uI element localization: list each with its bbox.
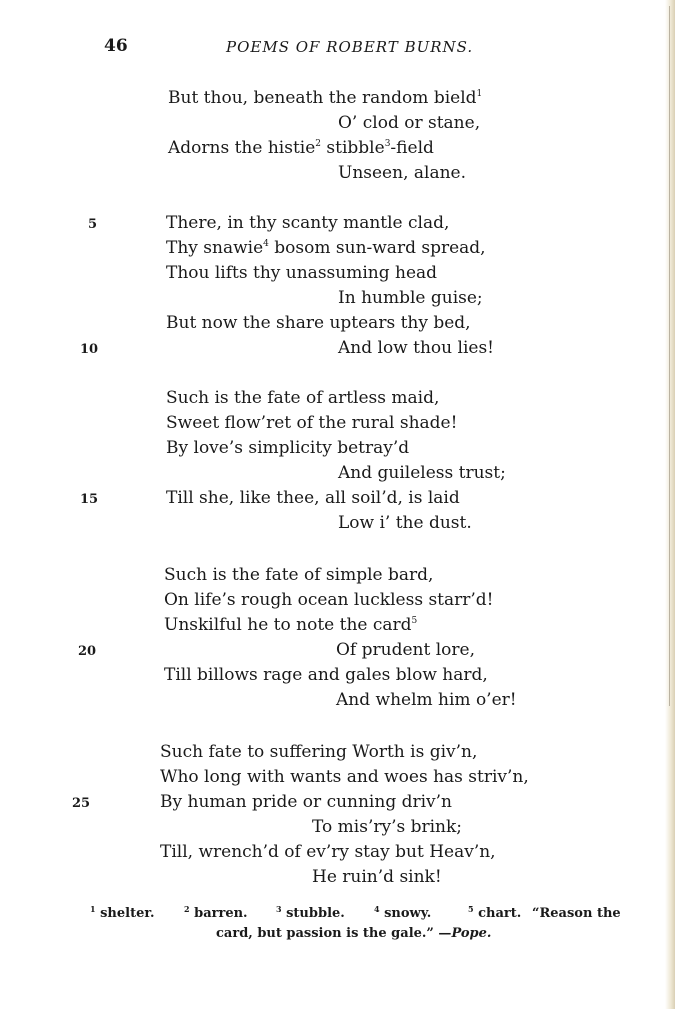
- verse-line: Till billows rage and gales blow hard,: [164, 665, 488, 685]
- verse-line: Such is the fate of artless maid,: [166, 388, 440, 408]
- footnote-quote: “Reason the: [532, 906, 621, 921]
- verse-line: Thou lifts thy unassuming head: [166, 263, 438, 283]
- footnote: $^4$ snowy.: [374, 904, 432, 921]
- verse-line: There, in thy scanty mantle clad,: [166, 213, 450, 233]
- verse-line: Such fate to suffering Worth is giv’n,: [160, 742, 478, 762]
- verse-line: And guileless trust;: [338, 463, 506, 483]
- verse-line: Till, wrench’d of ev’ry stay but Heav’n,: [160, 842, 496, 862]
- verse-line: By love’s simplicity betray’d: [166, 438, 410, 458]
- verse-line: Thy snawie$^4$ bosom sun-ward spread,: [166, 238, 486, 258]
- verse-line: To mis’ry’s brink;: [312, 817, 463, 837]
- line-number: 15: [80, 492, 99, 507]
- line-number: 25: [72, 796, 91, 811]
- verse-line: Such is the fate of simple bard,: [164, 565, 434, 585]
- verse-line: Of prudent lore,: [336, 640, 475, 660]
- verse-line: Till she, like thee, all soil’d, is laid: [166, 488, 460, 508]
- page-number: 46: [104, 36, 128, 56]
- verse-line: Low i’ the dust.: [338, 513, 472, 533]
- footnote-quote-continuation: card, but passion is the gale.” —Pope.: [216, 926, 492, 941]
- verse-line: Unseen, alane.: [338, 163, 466, 183]
- line-number: 20: [78, 644, 97, 659]
- footnote: $^2$ barren.: [184, 904, 248, 921]
- verse-line: Who long with wants and woes has striv’n,: [160, 767, 529, 787]
- verse-line: O’ clod or stane,: [338, 113, 481, 133]
- running-title: POEMS OF ROBERT BURNS.: [226, 38, 474, 56]
- page-edge-line: [669, 6, 670, 706]
- verse-line: And whelm him o’er!: [336, 690, 517, 710]
- verse-line: And low thou lies!: [338, 338, 494, 358]
- verse-line: In humble guise;: [338, 288, 483, 308]
- line-number: 5: [88, 217, 98, 232]
- verse-line: By human pride or cunning driv’n: [160, 792, 453, 812]
- footnote-quote-author: Pope.: [451, 926, 492, 941]
- verse-line: Adorns the histie$^2$ stibble$^3$-field: [168, 138, 434, 158]
- verse-line: But thou, beneath the random bield$^1$: [168, 88, 483, 108]
- page-edge: [665, 0, 675, 1009]
- footnote: $^1$ shelter.: [90, 904, 155, 921]
- verse-line: Unskilful he to note the card$^5$: [164, 615, 418, 635]
- footnote: $^3$ stubble.: [276, 904, 345, 921]
- verse-line: He ruin’d sink!: [312, 867, 442, 887]
- verse-line: Sweet flow’ret of the rural shade!: [166, 413, 458, 433]
- verse-line: But now the share uptears thy bed,: [166, 313, 471, 333]
- verse-line: On life’s rough ocean luckless starr’d!: [164, 590, 494, 610]
- footnote: $^5$ chart.: [468, 904, 522, 921]
- line-number: 10: [80, 342, 99, 357]
